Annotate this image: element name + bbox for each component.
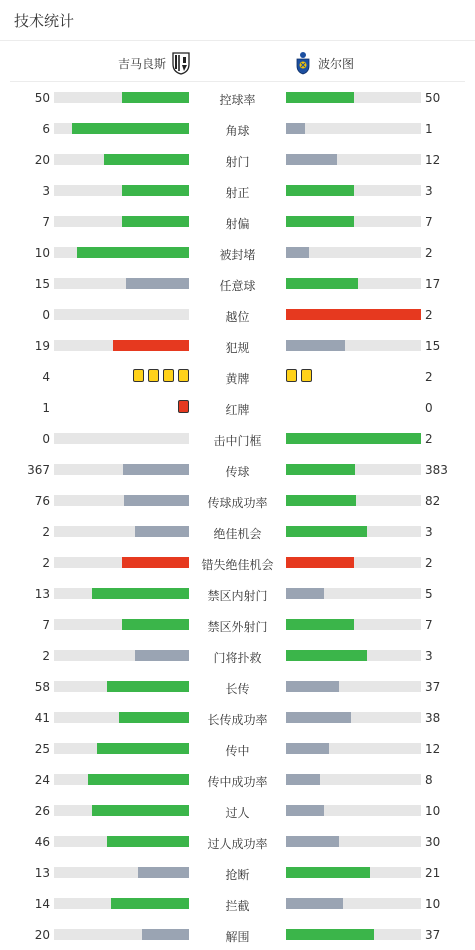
stat-label: 抢断 <box>225 868 250 882</box>
home-value: 367 <box>27 463 50 477</box>
away-bar-fill <box>286 836 339 847</box>
stat-row <box>0 423 475 454</box>
home-bar-track <box>54 805 189 816</box>
stat-label: 拦截 <box>225 899 250 913</box>
away-value: 12 <box>425 742 441 756</box>
home-value: 20 <box>34 153 50 167</box>
home-value: 6 <box>42 122 50 136</box>
stat-label: 解围 <box>225 930 250 944</box>
stat-label: 过人成功率 <box>207 837 268 851</box>
home-cards <box>178 400 189 413</box>
red-card-icon <box>178 400 189 413</box>
away-bar-fill <box>286 495 356 506</box>
home-bar-track <box>54 433 189 444</box>
stat-row <box>0 175 475 206</box>
away-bar-track <box>286 681 421 692</box>
away-value: 10 <box>425 804 441 818</box>
home-bar-track <box>54 247 189 258</box>
home-bar-track <box>54 836 189 847</box>
stat-row <box>0 144 475 175</box>
home-bar-fill <box>124 495 189 506</box>
stat-row <box>0 702 475 733</box>
home-value: 15 <box>34 277 50 291</box>
away-bar-fill <box>286 464 355 475</box>
home-bar-track <box>54 650 189 661</box>
away-value: 50 <box>425 91 441 105</box>
home-bar-fill <box>122 92 190 103</box>
home-bar-track <box>54 216 189 227</box>
home-value: 1 <box>42 401 50 415</box>
home-bar-track <box>54 185 189 196</box>
stat-row <box>0 206 475 237</box>
home-bar-fill <box>111 898 189 909</box>
away-value: 2 <box>425 370 433 384</box>
away-bar-track <box>286 650 421 661</box>
stat-label: 黄牌 <box>225 372 250 386</box>
yellow-card-icon <box>286 369 297 382</box>
home-bar-track <box>54 154 189 165</box>
stat-label: 禁区外射门 <box>207 620 268 634</box>
away-value: 3 <box>425 649 433 663</box>
home-bar-fill <box>92 588 189 599</box>
away-bar-track <box>286 464 421 475</box>
home-cards <box>133 369 189 382</box>
home-team[interactable] <box>118 51 190 75</box>
home-value: 26 <box>34 804 50 818</box>
home-bar-track <box>54 898 189 909</box>
away-bar-fill <box>286 309 421 320</box>
away-bar-track <box>286 557 421 568</box>
away-bar-track <box>286 154 421 165</box>
away-bar-track <box>286 836 421 847</box>
away-bar-fill <box>286 433 421 444</box>
home-value: 76 <box>34 494 50 508</box>
away-value: 2 <box>425 308 433 322</box>
home-value: 50 <box>34 91 50 105</box>
home-bar-fill <box>135 526 189 537</box>
away-bar-fill <box>286 557 354 568</box>
home-bar-track <box>54 309 189 320</box>
home-value: 0 <box>42 432 50 446</box>
home-value: 4 <box>42 370 50 384</box>
stat-label: 绝佳机会 <box>213 527 262 541</box>
yellow-card-icon <box>133 369 144 382</box>
away-team-name: 波尔图 <box>318 56 355 71</box>
home-bar-track <box>54 464 189 475</box>
home-value: 7 <box>42 618 50 632</box>
away-value: 5 <box>425 587 433 601</box>
away-value: 17 <box>425 277 441 291</box>
away-bar-fill <box>286 588 324 599</box>
away-bar-fill <box>286 340 345 351</box>
home-bar-track <box>54 774 189 785</box>
away-bar-track <box>286 774 421 785</box>
away-bar-fill <box>286 185 354 196</box>
stat-label: 控球率 <box>219 93 256 107</box>
away-value: 7 <box>425 215 433 229</box>
away-bar-fill <box>286 619 354 630</box>
home-value: 2 <box>42 649 50 663</box>
stat-label: 射正 <box>225 186 250 200</box>
stat-row <box>0 764 475 795</box>
home-bar-fill <box>122 619 190 630</box>
home-bar-fill <box>123 464 189 475</box>
home-bar-track <box>54 123 189 134</box>
home-bar-fill <box>107 836 189 847</box>
stat-row <box>0 640 475 671</box>
stat-row <box>0 857 475 888</box>
away-value: 0 <box>425 401 433 415</box>
away-bar-fill <box>286 774 320 785</box>
away-bar-fill <box>286 712 351 723</box>
home-bar-track <box>54 619 189 630</box>
stat-label: 越位 <box>225 310 250 324</box>
home-value: 25 <box>34 742 50 756</box>
stat-row <box>0 113 475 144</box>
away-bar-track <box>286 712 421 723</box>
home-team-logo-icon <box>172 51 190 75</box>
home-bar-track <box>54 588 189 599</box>
home-bar-track <box>54 92 189 103</box>
home-bar-track <box>54 278 189 289</box>
away-value: 82 <box>425 494 441 508</box>
away-bar-fill <box>286 154 337 165</box>
away-value: 2 <box>425 246 433 260</box>
stat-row <box>0 299 475 330</box>
home-bar-track <box>54 557 189 568</box>
stat-row <box>0 454 475 485</box>
home-bar-fill <box>122 216 190 227</box>
home-bar-track <box>54 526 189 537</box>
away-bar-track <box>286 526 421 537</box>
away-bar-fill <box>286 681 339 692</box>
stat-label: 禁区内射门 <box>207 589 268 603</box>
away-bar-track <box>286 247 421 258</box>
away-bar-track <box>286 619 421 630</box>
away-bar-fill <box>286 898 343 909</box>
away-bar-fill <box>286 526 367 537</box>
home-value: 3 <box>42 184 50 198</box>
stat-row <box>0 733 475 764</box>
away-bar-track <box>286 309 421 320</box>
stat-row <box>0 392 475 423</box>
away-bar-track <box>286 433 421 444</box>
away-bar-track <box>286 929 421 940</box>
stat-label: 击中门框 <box>213 434 262 448</box>
away-value: 2 <box>425 556 433 570</box>
home-value: 0 <box>42 308 50 322</box>
stat-row <box>0 888 475 919</box>
home-bar-fill <box>92 805 189 816</box>
home-value: 2 <box>42 525 50 539</box>
away-bar-fill <box>286 278 358 289</box>
away-value: 10 <box>425 897 441 911</box>
home-bar-fill <box>72 123 189 134</box>
away-bar-track <box>286 867 421 878</box>
stat-row <box>0 82 475 113</box>
home-value: 7 <box>42 215 50 229</box>
yellow-card-icon <box>148 369 159 382</box>
stat-row <box>0 671 475 702</box>
home-bar-fill <box>142 929 189 940</box>
stat-label: 传中成功率 <box>207 775 268 789</box>
stat-label: 角球 <box>225 124 250 138</box>
away-bar-track <box>286 495 421 506</box>
stat-label: 射偏 <box>225 217 250 231</box>
away-bar-fill <box>286 123 305 134</box>
home-bar-fill <box>135 650 189 661</box>
away-value: 30 <box>425 835 441 849</box>
stat-label: 射门 <box>225 155 250 169</box>
home-value: 13 <box>34 866 50 880</box>
away-value: 37 <box>425 680 441 694</box>
away-bar-track <box>286 216 421 227</box>
away-bar-track <box>286 743 421 754</box>
away-bar-track <box>286 340 421 351</box>
yellow-card-icon <box>301 369 312 382</box>
away-value: 3 <box>425 184 433 198</box>
stat-row <box>0 547 475 578</box>
away-bar-fill <box>286 805 324 816</box>
away-bar-track <box>286 123 421 134</box>
away-bar-fill <box>286 216 354 227</box>
home-value: 2 <box>42 556 50 570</box>
away-bar-fill <box>286 867 370 878</box>
home-bar-fill <box>119 712 189 723</box>
home-bar-track <box>54 929 189 940</box>
home-value: 19 <box>34 339 50 353</box>
away-value: 21 <box>425 866 441 880</box>
teams-header <box>10 41 465 82</box>
stat-row <box>0 485 475 516</box>
home-value: 46 <box>34 835 50 849</box>
stat-row <box>0 361 475 392</box>
stat-label: 犯规 <box>225 341 250 355</box>
home-bar-track <box>54 681 189 692</box>
home-bar-track <box>54 495 189 506</box>
away-value: 383 <box>425 463 448 477</box>
stat-row <box>0 268 475 299</box>
stat-row <box>0 609 475 640</box>
stat-label: 过人 <box>225 806 250 820</box>
stat-label: 传中 <box>225 744 250 758</box>
stat-row <box>0 330 475 361</box>
away-bar-track <box>286 92 421 103</box>
away-bar-track <box>286 278 421 289</box>
stat-row <box>0 795 475 826</box>
stat-label: 长传 <box>225 682 250 696</box>
away-bar-track <box>286 588 421 599</box>
away-bar-fill <box>286 247 309 258</box>
away-bar-fill <box>286 743 329 754</box>
yellow-card-icon <box>163 369 174 382</box>
away-value: 2 <box>425 432 433 446</box>
home-bar-track <box>54 867 189 878</box>
home-bar-fill <box>138 867 189 878</box>
away-team-logo-icon <box>294 51 312 75</box>
stat-row <box>0 237 475 268</box>
stat-label: 传球 <box>225 465 250 479</box>
page-title: 技术统计 <box>14 12 75 30</box>
stat-label: 被封堵 <box>219 248 256 262</box>
away-value: 15 <box>425 339 441 353</box>
away-value: 7 <box>425 618 433 632</box>
stat-label: 红牌 <box>225 403 250 417</box>
away-bar-track <box>286 185 421 196</box>
away-value: 12 <box>425 153 441 167</box>
stat-label: 错失绝佳机会 <box>201 558 274 572</box>
home-bar-fill <box>88 774 189 785</box>
home-bar-track <box>54 743 189 754</box>
home-bar-fill <box>126 278 189 289</box>
home-bar-fill <box>97 743 189 754</box>
home-value: 41 <box>34 711 50 725</box>
stat-row <box>0 826 475 857</box>
home-bar-fill <box>107 681 189 692</box>
home-value: 10 <box>34 246 50 260</box>
home-value: 13 <box>34 587 50 601</box>
home-bar-track <box>54 340 189 351</box>
home-value: 20 <box>34 928 50 942</box>
away-bar-track <box>286 898 421 909</box>
stat-label: 传球成功率 <box>207 496 268 510</box>
away-cards <box>286 369 312 382</box>
away-value: 37 <box>425 928 441 942</box>
away-bar-fill <box>286 650 367 661</box>
stat-row <box>0 919 475 950</box>
away-bar-fill <box>286 929 374 940</box>
away-value: 38 <box>425 711 441 725</box>
home-bar-fill <box>104 154 189 165</box>
away-value: 3 <box>425 525 433 539</box>
stats-list <box>0 82 475 950</box>
away-bar-fill <box>286 92 354 103</box>
away-bar-track <box>286 805 421 816</box>
home-value: 14 <box>34 897 50 911</box>
away-value: 8 <box>425 773 433 787</box>
stat-label: 任意球 <box>219 279 256 293</box>
away-value: 1 <box>425 122 433 136</box>
stat-row <box>0 578 475 609</box>
home-bar-fill <box>122 557 190 568</box>
home-team-name: 吉马良斯 <box>117 56 166 71</box>
home-bar-track <box>54 712 189 723</box>
stat-row <box>0 516 475 547</box>
home-bar-fill <box>77 247 189 258</box>
home-value: 58 <box>34 680 50 694</box>
stat-label: 门将扑救 <box>213 651 262 665</box>
home-bar-fill <box>122 185 190 196</box>
away-team[interactable] <box>294 51 354 75</box>
home-value: 24 <box>34 773 50 787</box>
yellow-card-icon <box>178 369 189 382</box>
title-bar <box>0 0 475 41</box>
home-bar-fill <box>113 340 189 351</box>
stat-label: 长传成功率 <box>207 713 268 727</box>
